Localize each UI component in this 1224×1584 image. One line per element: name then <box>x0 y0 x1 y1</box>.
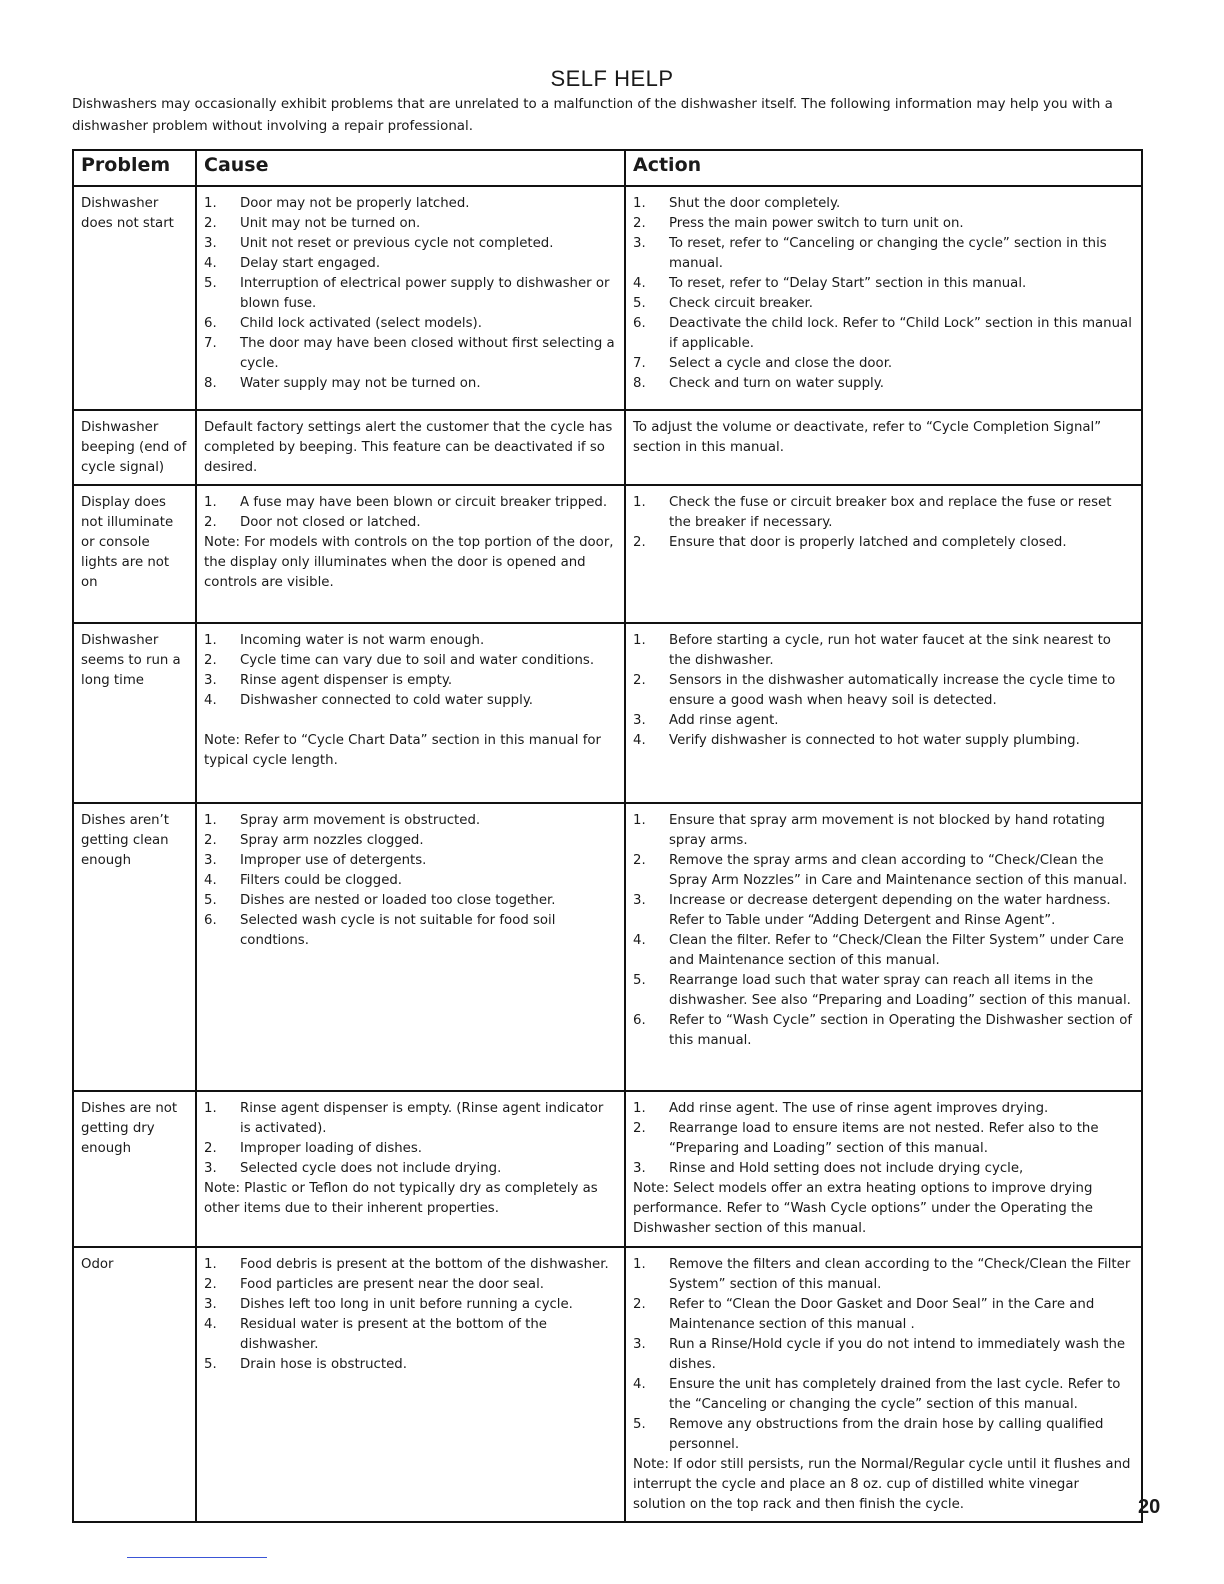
list-item <box>633 493 1134 533</box>
page-number: 20 <box>1138 1496 1161 1518</box>
item-number: 2. <box>204 833 217 848</box>
list-item <box>204 851 617 871</box>
item-number: 2. <box>204 653 217 668</box>
numbered-list <box>204 194 617 394</box>
numbered-list <box>204 493 617 533</box>
item-text: Improper loading of dishes. <box>240 1141 423 1156</box>
item-text: Child lock activated (select models). <box>240 316 482 331</box>
item-text: Sensors in the dishwasher automatically increase the cycle time to ensure a good wash when heavy soil is detected. <box>669 673 1116 708</box>
page-title: SELF HELP <box>550 66 674 91</box>
item-text: Spray arm movement is obstructed. <box>240 813 481 828</box>
item-number: 4. <box>633 276 646 291</box>
item-number: 3. <box>633 236 646 251</box>
numbered-list <box>204 631 617 711</box>
list-item <box>633 294 1134 314</box>
list-item <box>633 234 1134 274</box>
header-action: Action <box>625 150 1142 186</box>
list-item <box>633 274 1134 294</box>
action-cell <box>625 485 1142 623</box>
list-item <box>204 831 617 851</box>
problem-cell: Dishes are not getting dry enough <box>73 1091 196 1247</box>
item-number: 3. <box>204 1297 217 1312</box>
item-number: 1. <box>204 1101 217 1116</box>
action-cell <box>625 410 1142 485</box>
item-number: 1. <box>633 1101 646 1116</box>
item-number: 2. <box>204 1141 217 1156</box>
header-problem: Problem <box>73 150 196 186</box>
item-text: Dishwasher connected to cold water supply. <box>240 693 534 708</box>
item-text: Run a Rinse/Hold cycle if you do not intend to immediately wash the dishes. <box>669 1337 1126 1372</box>
list-item <box>633 891 1134 931</box>
item-text: Dishes left too long in unit before running a cycle. <box>240 1297 573 1312</box>
item-text: Rinse agent dispenser is empty. (Rinse agent indicator is activated). <box>240 1101 604 1136</box>
item-number: 3. <box>204 853 217 868</box>
list-item <box>633 533 1134 553</box>
item-number: 8. <box>633 376 646 391</box>
cell-text: To adjust the volume or deactivate, refer to “Cycle Completion Signal” section in this manual. <box>633 420 1102 455</box>
item-text: Rinse and Hold setting does not include drying cycle, <box>669 1161 1024 1176</box>
list-item <box>633 374 1134 394</box>
table-row <box>73 623 1142 803</box>
list-item <box>204 1355 617 1375</box>
item-number: 4. <box>633 933 646 948</box>
item-text: To reset, refer to “Delay Start” section in this manual. <box>669 276 1027 291</box>
item-number: 2. <box>633 216 646 231</box>
table-row <box>73 186 1142 410</box>
item-text: Dishes are nested or loaded too close together. <box>240 893 556 908</box>
item-text: Water supply may not be turned on. <box>240 376 481 391</box>
list-item <box>633 851 1134 891</box>
item-text: Selected cycle does not include drying. <box>240 1161 502 1176</box>
list-item <box>633 1119 1134 1159</box>
item-text: Food particles are present near the door seal. <box>240 1277 544 1292</box>
list-item <box>633 1099 1134 1119</box>
item-text: Select a cycle and close the door. <box>669 356 893 371</box>
item-text: Filters could be clogged. <box>240 873 403 888</box>
item-text: Ensure the unit has completely drained from the last cycle. Refer to the “Canceling or changing the cycle” section of this manual. <box>669 1377 1121 1412</box>
item-number: 2. <box>633 1297 646 1312</box>
item-number: 2. <box>204 1277 217 1292</box>
item-number: 6. <box>204 913 217 928</box>
item-text: Unit may not be turned on. <box>240 216 421 231</box>
list-item <box>204 314 617 334</box>
cause-cell <box>196 803 625 1091</box>
list-item <box>633 354 1134 374</box>
item-text: Unit not reset or previous cycle not completed. <box>240 236 554 251</box>
item-number: 2. <box>633 853 646 868</box>
note-text: Note: Refer to “Cycle Chart Data” section in this manual for typical cycle length. <box>204 733 602 768</box>
note-text: Note: Plastic or Teflon do not typically dry as completely as other items due to their inherent properties. <box>204 1181 598 1216</box>
list-item <box>633 1295 1134 1335</box>
item-number: 1. <box>204 495 217 510</box>
item-number: 3. <box>204 236 217 251</box>
list-item <box>633 1415 1134 1455</box>
list-item <box>204 254 617 274</box>
list-item <box>204 691 617 711</box>
item-number: 5. <box>633 296 646 311</box>
item-text: Spray arm nozzles clogged. <box>240 833 424 848</box>
item-number: 2. <box>633 1121 646 1136</box>
item-text: Door not closed or latched. <box>240 515 421 530</box>
list-item <box>633 631 1134 671</box>
item-number: 1. <box>633 196 646 211</box>
problem-cell: Dishwasher seems to run a long time <box>73 623 196 803</box>
list-item <box>633 971 1134 1011</box>
list-item <box>204 911 617 951</box>
item-text: Add rinse agent. The use of rinse agent improves drying. <box>669 1101 1049 1116</box>
item-text: Incoming water is not warm enough. <box>240 633 485 648</box>
cause-cell <box>196 485 625 623</box>
item-text: Increase or decrease detergent depending on the water hardness. Refer to Table under “Adding Detergent and Rinse Agent”. <box>669 893 1111 928</box>
item-text: Refer to “Wash Cycle” section in Operating the Dishwasher section of this manual. <box>669 1013 1133 1048</box>
numbered-list <box>633 811 1134 1051</box>
item-text: Shut the door completely. <box>669 196 841 211</box>
list-item <box>204 811 617 831</box>
numbered-list <box>633 1255 1134 1455</box>
item-text: Remove the spray arms and clean according to “Check/Clean the Spray Arm Nozzles” in Care and Maintenance section of this manual. <box>669 853 1128 888</box>
list-item <box>633 194 1134 214</box>
list-item <box>633 811 1134 851</box>
item-text: Delay start engaged. <box>240 256 381 271</box>
item-text: Verify dishwasher is connected to hot water supply plumbing. <box>669 733 1080 748</box>
table-row <box>73 1091 1142 1247</box>
item-number: 1. <box>633 1257 646 1272</box>
item-text: Remove any obstructions from the drain hose by calling qualified personnel. <box>669 1417 1104 1452</box>
cause-cell <box>196 1091 625 1247</box>
cell-text: Default factory settings alert the customer that the cycle has completed by beeping. This feature can be deactivated if so desired. <box>204 420 613 475</box>
item-number: 5. <box>204 1357 217 1372</box>
item-number: 1. <box>204 1257 217 1272</box>
list-item <box>204 274 617 314</box>
item-text: Clean the filter. Refer to “Check/Clean the Filter System” under Care and Maintenance section of this manual. <box>669 933 1124 968</box>
item-text: Deactivate the child lock. Refer to “Child Lock” section in this manual if applicable. <box>669 316 1132 351</box>
list-item <box>633 1375 1134 1415</box>
numbered-list <box>204 811 617 951</box>
item-text: Residual water is present at the bottom of the dishwasher. <box>240 1317 547 1352</box>
list-item <box>633 214 1134 234</box>
problem-cell: Dishes aren’t getting clean enough <box>73 803 196 1091</box>
list-item <box>204 194 617 214</box>
cause-cell <box>196 623 625 803</box>
item-text: Check circuit breaker. <box>669 296 814 311</box>
list-item <box>204 374 617 394</box>
item-number: 1. <box>204 196 217 211</box>
item-number: 1. <box>204 633 217 648</box>
item-number: 1. <box>204 813 217 828</box>
self-help-table <box>72 149 1143 1523</box>
item-number: 4. <box>633 1377 646 1392</box>
item-number: 3. <box>633 1161 646 1176</box>
table-row <box>73 410 1142 485</box>
item-text: Door may not be properly latched. <box>240 196 470 211</box>
item-text: Rinse agent dispenser is empty. <box>240 673 453 688</box>
item-text: Interruption of electrical power supply to dishwasher or blown fuse. <box>240 276 610 311</box>
list-item <box>204 891 617 911</box>
numbered-list <box>204 1255 617 1375</box>
item-text: Selected wash cycle is not suitable for food soil condtions. <box>240 913 556 948</box>
numbered-list <box>633 493 1134 553</box>
list-item <box>204 1139 617 1159</box>
item-text: A fuse may have been blown or circuit breaker tripped. <box>240 495 608 510</box>
item-text: To reset, refer to “Canceling or changing the cycle” section in this manual. <box>669 236 1107 271</box>
item-text: Cycle time can vary due to soil and water conditions. <box>240 653 595 668</box>
table-header-row <box>73 150 1142 186</box>
item-text: Remove the filters and clean according to the “Check/Clean the Filter System” section of this manual. <box>669 1257 1131 1292</box>
item-text: Rearrange load such that water spray can reach all items in the dishwasher. See also “Preparing and Loading” section of this manual. <box>669 973 1131 1008</box>
action-cell <box>625 1247 1142 1522</box>
item-number: 1. <box>633 633 646 648</box>
list-item <box>204 871 617 891</box>
item-number: 6. <box>633 1013 646 1028</box>
list-item <box>204 334 617 374</box>
table-row <box>73 485 1142 623</box>
item-text: Check and turn on water supply. <box>669 376 884 391</box>
item-number: 4. <box>633 733 646 748</box>
problem-cell: Odor <box>73 1247 196 1522</box>
list-item <box>204 234 617 254</box>
item-number: 1. <box>633 495 646 510</box>
item-text: Press the main power switch to turn unit on. <box>669 216 964 231</box>
item-number: 4. <box>204 873 217 888</box>
item-number: 2. <box>204 515 217 530</box>
item-number: 5. <box>633 1417 646 1432</box>
list-item <box>633 1159 1134 1179</box>
numbered-list <box>633 631 1134 751</box>
item-number: 3. <box>633 893 646 908</box>
item-number: 1. <box>633 813 646 828</box>
item-number: 5. <box>204 893 217 908</box>
item-number: 5. <box>204 276 217 291</box>
list-item <box>633 314 1134 354</box>
item-number: 6. <box>633 316 646 331</box>
item-number: 2. <box>633 535 646 550</box>
list-item <box>204 671 617 691</box>
item-number: 4. <box>204 256 217 271</box>
item-text: Before starting a cycle, run hot water faucet at the sink nearest to the dishwasher. <box>669 633 1111 668</box>
intro-paragraph: Dishwashers may occasionally exhibit problems that are unrelated to a malfunction of the dishwasher itself. The following information may help you with a dishwasher problem without involving a repair professional. <box>72 97 1113 134</box>
list-item <box>633 931 1134 971</box>
item-text: Food debris is present at the bottom of the dishwasher. <box>240 1257 609 1272</box>
item-number: 3. <box>204 1161 217 1176</box>
item-number: 4. <box>204 693 217 708</box>
list-item <box>204 1275 617 1295</box>
list-item <box>633 1255 1134 1295</box>
header-cause: Cause <box>196 150 625 186</box>
problem-cell: Dishwasher does not start <box>73 186 196 410</box>
item-text: Improper use of detergents. <box>240 853 427 868</box>
item-text: Drain hose is obstructed. <box>240 1357 407 1372</box>
cause-cell <box>196 410 625 485</box>
numbered-list <box>204 1099 617 1179</box>
item-text: The door may have been closed without first selecting a cycle. <box>240 336 615 371</box>
item-number: 4. <box>204 1317 217 1332</box>
list-item <box>633 711 1134 731</box>
item-number: 3. <box>633 713 646 728</box>
list-item <box>633 1011 1134 1051</box>
item-number: 3. <box>204 673 217 688</box>
item-number: 8. <box>204 376 217 391</box>
item-number: 5. <box>633 973 646 988</box>
item-text: Add rinse agent. <box>669 713 779 728</box>
list-item <box>204 1159 617 1179</box>
numbered-list <box>633 194 1134 394</box>
list-item <box>204 1255 617 1275</box>
note-text: Note: For models with controls on the top portion of the door, the display only illuminates when the door is opened and controls are visible. <box>204 535 614 590</box>
list-item <box>204 1315 617 1355</box>
table-row <box>73 803 1142 1091</box>
problem-cell: Display does not illuminate or console lights are not on <box>73 485 196 623</box>
list-item <box>204 493 617 513</box>
divider-line <box>127 1557 267 1558</box>
action-cell <box>625 186 1142 410</box>
table-body <box>73 186 1142 1522</box>
item-text: Ensure that door is properly latched and completely closed. <box>669 535 1067 550</box>
numbered-list <box>633 1099 1134 1179</box>
note-text: Note: Select models offer an extra heating options to improve drying performance. Refer to “Wash Cycle options” under the Operating the Dishwasher section of this manual. <box>633 1181 1093 1236</box>
list-item <box>204 1295 617 1315</box>
list-item <box>633 671 1134 711</box>
item-number: 7. <box>633 356 646 371</box>
list-item <box>204 214 617 234</box>
item-number: 2. <box>633 673 646 688</box>
problem-cell: Dishwasher beeping (end of cycle signal) <box>73 410 196 485</box>
table-row <box>73 1247 1142 1522</box>
action-cell <box>625 803 1142 1091</box>
list-item <box>204 651 617 671</box>
list-item <box>633 1335 1134 1375</box>
note-text: Note: If odor still persists, run the Normal/Regular cycle until it flushes and interrupt the cycle and place an 8 oz. cup of distilled white vinegar solution on the top rack and then finish the cycle. <box>633 1457 1131 1512</box>
item-text: Rearrange load to ensure items are not nested. Refer also to the “Preparing and Loading” section of this manual. <box>669 1121 1099 1156</box>
action-cell <box>625 1091 1142 1247</box>
list-item <box>204 1099 617 1139</box>
list-item <box>633 731 1134 751</box>
item-number: 7. <box>204 336 217 351</box>
cause-cell <box>196 1247 625 1522</box>
item-number: 2. <box>204 216 217 231</box>
item-text: Ensure that spray arm movement is not blocked by hand rotating spray arms. <box>669 813 1105 848</box>
item-text: Check the fuse or circuit breaker box and replace the fuse or reset the breaker if necessary. <box>669 495 1112 530</box>
item-text: Refer to “Clean the Door Gasket and Door Seal” in the Care and Maintenance section of this manual . <box>669 1297 1095 1332</box>
list-item <box>204 513 617 533</box>
action-cell <box>625 623 1142 803</box>
item-number: 6. <box>204 316 217 331</box>
cause-cell <box>196 186 625 410</box>
list-item <box>204 631 617 651</box>
item-number: 3. <box>633 1337 646 1352</box>
